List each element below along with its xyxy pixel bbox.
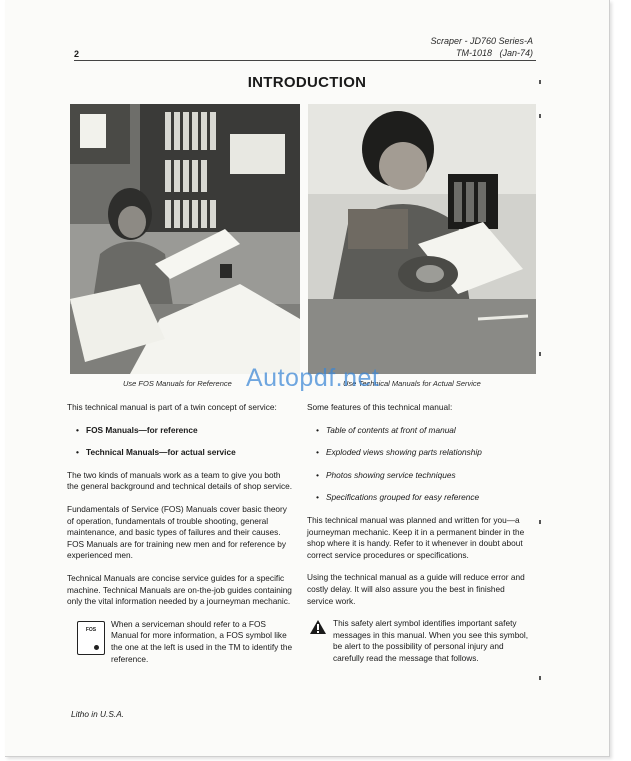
guide-paragraph: Using the technical manual as a guide will reduce error and costly delay. It will also assure you the best in finished service work. <box>307 572 525 606</box>
bullet-icon: • <box>76 447 79 458</box>
bullet-icon: • <box>316 492 319 503</box>
margin-mark <box>539 520 541 524</box>
list-item: • Table of contents at front of manual <box>316 424 456 435</box>
safety-alert-icon <box>309 619 327 635</box>
features-list <box>307 425 533 504</box>
header-rule <box>74 60 536 61</box>
margin-mark <box>539 352 541 356</box>
bullet-icon: • <box>76 424 79 435</box>
page-title: INTRODUCTION <box>247 74 367 91</box>
bullet-icon: • <box>316 469 319 480</box>
left-column <box>67 402 293 667</box>
watermark: Autopdf.net <box>246 364 380 392</box>
fos-symbol-paragraph: When a serviceman should refer to a FOS Manual for more information, a FOS symbol like the one at the left is used in the TM to identify the reference. <box>111 618 293 664</box>
intro-paragraph: This technical manual is part of a twin concept of service: <box>67 402 277 412</box>
purpose-paragraph: This technical manual was planned and written for you—a journeyman mechanic. Keep it in a permanent binder in the shop where it is handy. Refer to it whenever in doubt about correct service procedures or specifications. <box>307 514 525 560</box>
header-model: Scraper - JD760 Series-A <box>430 36 533 46</box>
list-item: • Specifications grouped for easy reference <box>316 492 480 503</box>
list-item: • Exploded views showing parts relationship <box>316 447 482 458</box>
fos-photo-caption: Use FOS Manuals for Reference <box>123 379 232 388</box>
safety-alert-paragraph: This safety alert symbol identifies important safety messages in this manual. When you see this symbol, be alert to the possibility of personal injury and carefully read the message that follows. <box>333 618 529 663</box>
bullet-icon: • <box>316 424 319 435</box>
list-item: • Photos showing service techniques <box>316 469 456 480</box>
right-column <box>307 402 533 665</box>
list-item: • Technical Manuals—for actual service <box>76 447 236 458</box>
technical-manuals-paragraph: Technical Manuals are concise service guides for a specific machine. Technical Manuals are on-the-job guides containing only the vital information needed by a journeyman mechanic. <box>67 572 292 607</box>
fos-symbol-note <box>67 619 293 667</box>
fos-paragraph: Fundamentals of Service (FOS) Manuals cover basic theory of operation, fundamentals of trouble shooting, general maintenance, and basic types of failures and their causes. FOS Manuals are for training new men and for reference by experienced men. <box>67 503 287 561</box>
twin-concept-list <box>67 425 293 459</box>
fos-symbol-icon: FOS <box>77 621 105 655</box>
team-paragraph: The two kinds of manuals work as a team to give you both the general background and technical details of shop service. <box>67 469 293 492</box>
running-header <box>430 35 533 59</box>
bullet-icon: • <box>316 447 319 458</box>
fos-manuals-photo <box>70 104 300 374</box>
list-item: • FOS Manuals—for reference <box>76 424 198 435</box>
litho-footer: Litho in U.S.A. <box>71 709 125 719</box>
header-manual-id: TM-1018 (Jan-74) <box>455 48 533 58</box>
tm-photo-caption: Use Technical Manuals for Actual Service <box>343 379 481 388</box>
margin-mark <box>539 114 541 118</box>
technical-manuals-photo <box>308 104 536 374</box>
features-intro: Some features of this technical manual: <box>307 402 453 412</box>
margin-mark <box>539 676 541 680</box>
page-number: 2 <box>74 49 80 59</box>
manual-page <box>5 0 610 757</box>
safety-alert-note <box>307 618 533 664</box>
